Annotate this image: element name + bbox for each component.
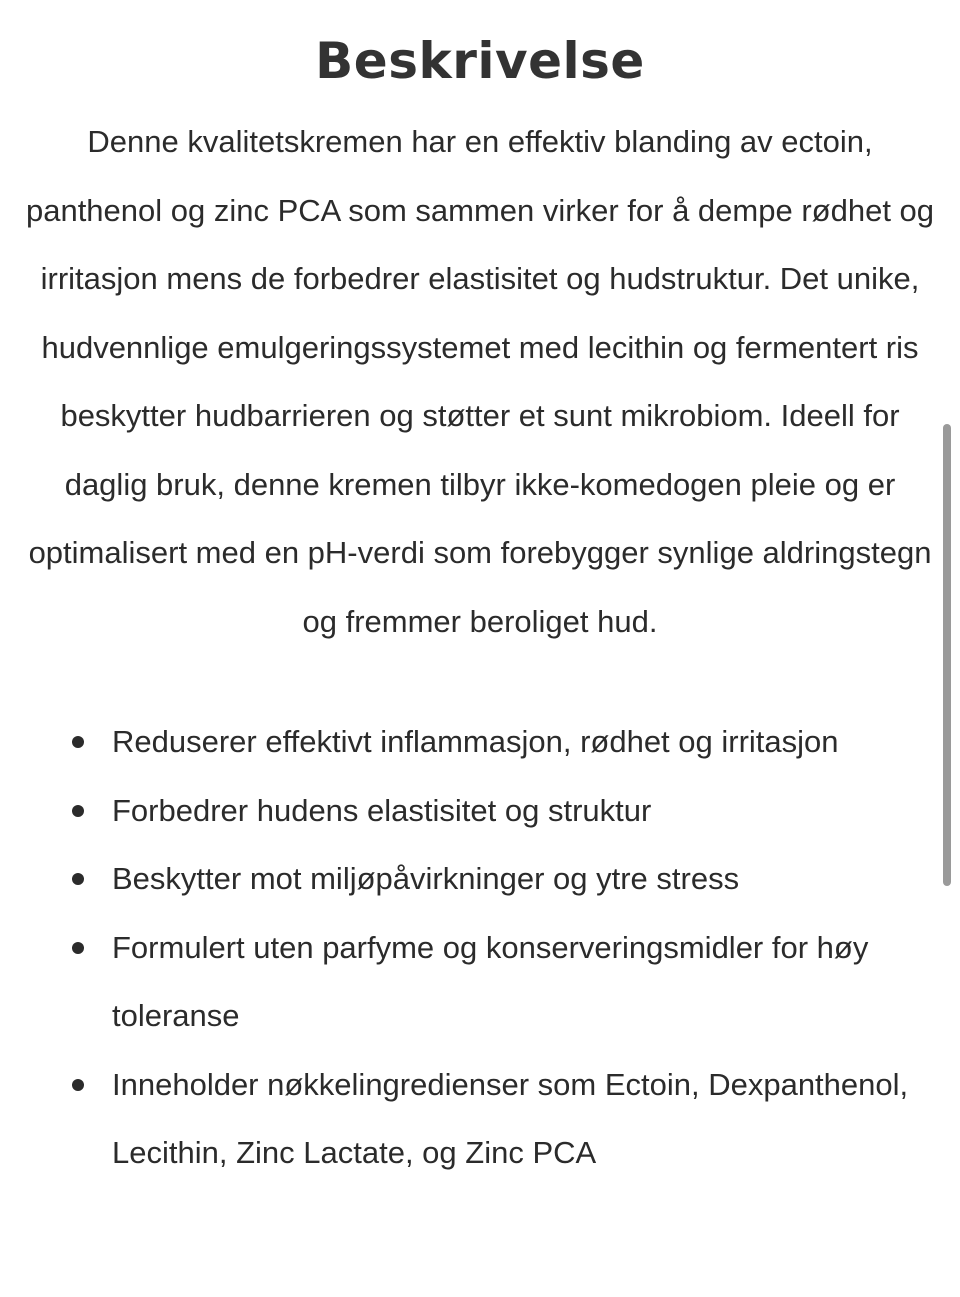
bullet-icon	[72, 805, 84, 817]
feature-text: Formulert uten parfyme og konserveringsmidler for høy toleranse	[112, 929, 869, 1033]
feature-list	[24, 708, 936, 1188]
list-item	[112, 708, 936, 777]
list-item	[112, 777, 936, 846]
feature-text: Forbedrer hudens elastisitet og struktur	[112, 792, 652, 828]
product-description: Denne kvalitetskremen har en effektiv blanding av ectoin, panthenol og zinc PCA som sammen virker for å dempe rødhet og irritasjon mens de forbedrer elastisitet og hudstruktur. Det unike, hudvennlige emulgeringssystemet med lecithin og fermentert ris beskytter hudbarrieren og støtter et sunt mikrobiom. Ideell for daglig bruk, denne kremen tilbyr ikke-komedogen pleie og er optimalisert med en pH-verdi som forebygger synlige aldringstegn og fremmer beroliget hud.	[25, 124, 935, 639]
list-item	[112, 1051, 936, 1188]
feature-text: Beskytter mot miljøpåvirkninger og ytre stress	[112, 861, 740, 896]
bullet-icon	[72, 736, 84, 748]
bullet-icon	[72, 873, 84, 885]
section-title: Beskrivelse	[315, 32, 645, 90]
feature-text: Inneholder nøkkelingredienser som Ectoin, Dexpanthenol, Lecithin, Zinc Lactate, og Zinc PCA	[112, 1066, 909, 1170]
list-item	[112, 845, 936, 914]
feature-text: Reduserer effektivt inflammasjon, rødhet og irritasjon	[112, 724, 839, 759]
bullet-icon	[72, 1079, 84, 1091]
list-item	[112, 914, 936, 1051]
bullet-icon	[72, 942, 84, 954]
vertical-scrollbar[interactable]	[943, 424, 951, 886]
